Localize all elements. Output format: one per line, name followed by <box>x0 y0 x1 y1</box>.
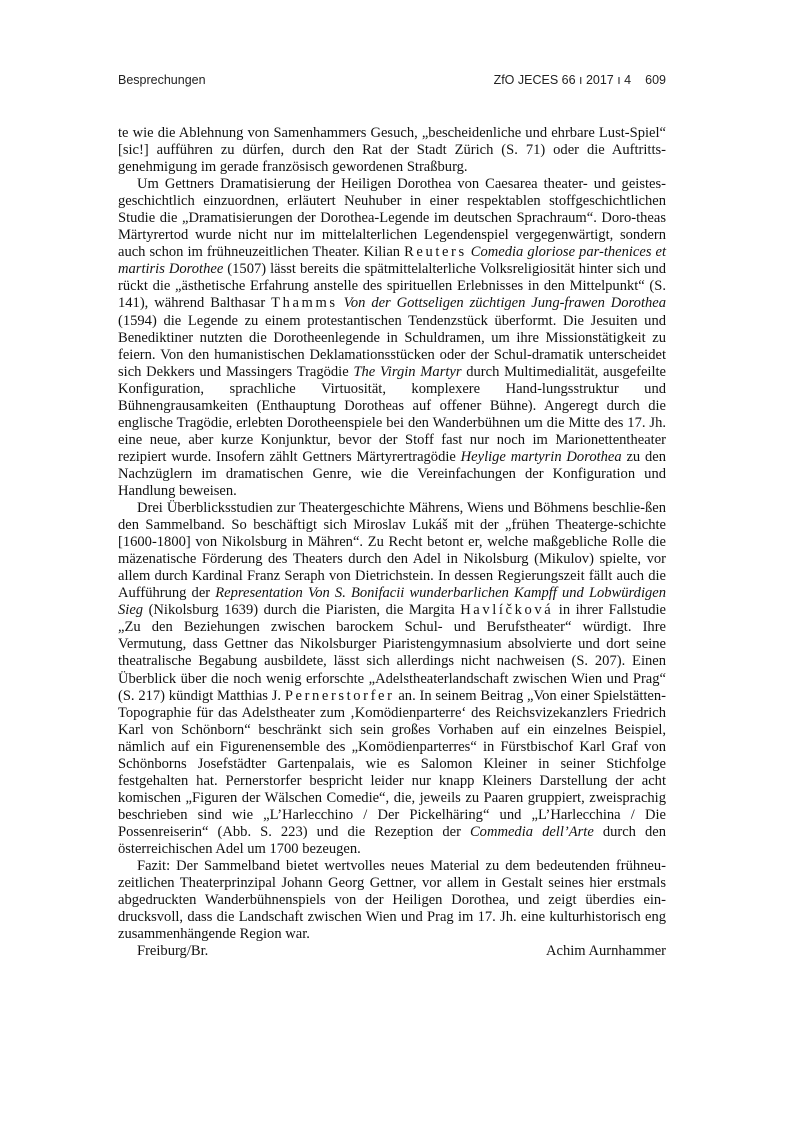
italic-title: Von der Gottseligen züchtigen Jung-frawen Dorothea <box>343 295 666 312</box>
signature-author: Achim Aurnhammer <box>546 943 666 960</box>
author-name: Reuters <box>404 244 467 261</box>
review-body <box>118 125 666 961</box>
italic-title: The Virgin Martyr <box>353 363 462 380</box>
italic-title: Representation Von S. Bonifacii wunderbarlichen Kampff und Lobwürdigen Sieg <box>118 585 666 619</box>
text-run: durch Multimedialität, ausgefeilte Konfiguration, sprachliche Virtuosität, komplexere Hand-lungsstruktur und Bühnengrausamkeiten (Enthauptung Dorotheas auf offener Bühne). Angeregt durch die englische Tragödie, erlebten Dorotheenspiele bei den Wanderbühnen um die Mitte des 17. Jh. eine neue, aber kurze Konjunktur, bevor der Stoff fast nur noch im Marionettentheater rezipiert wurde. Insofern zählt Gettners Märtyrertragödie <box>118 363 667 465</box>
text-run: (1507) lässt bereits die spätmittelalterliche Volksreligiosität hinter sich und rückt die „ästhetische Erfahrung anstelle des spirituellen Erlebnisses in den Mittelpunkt“ (S. 141), während Balthasar <box>118 261 666 312</box>
journal-citation: ZfO JECES 66 ı 2017 ı 4 <box>493 73 632 87</box>
italic-title: Heylige martyrin Dorothea <box>460 448 622 465</box>
signature-place: Freiburg/Br. <box>137 943 209 960</box>
paragraph <box>118 125 666 176</box>
text-run: in ihrer Fallstudie „Zu den Beziehungen zwischen barockem Schul- und Berufstheater“ würdigt. Ihre Vermutung, dass Gettner das Nikolsburger Piaristengymnasium absolvierte und dort seine theatralische Begabung ausbildete, lässt sich allerdings nicht nachweisen (S. 207). Einen Überblick über die noch wenig erforschte „Adelstheaterlandschaft zwischen Wien und Prag“ (S. 217) kündigt Matthias J. <box>118 602 666 704</box>
text-run: zu den Nachzüglern im dramatischen Genre, wie die Vereinfachungen der Konfiguration und Handlung beweisen. <box>118 448 666 499</box>
journal-info <box>494 73 666 87</box>
paragraph <box>118 176 666 500</box>
author-name: Thamms <box>271 295 338 312</box>
paragraph <box>118 500 666 858</box>
text-run: durch den österreichischen Adel um 1700 bezeugen. <box>118 823 667 857</box>
text-run: Fazit: Der Sammelband bietet wertvolles neues Material zu dem bedeutenden frühneu-zeitlichen Theaterprinzipal Johann Georg Gettner, vor allem in Gestalt seines hier erstmals abgedruckten Wanderbühnenspiels von der Heiligen Dorothea, und zeigt überdies ein-drucksvoll, dass die Landschaft zwischen Wien und Prag im 17. Jh. eine kulturhistorisch eng zusammenhängende Region war. <box>118 858 666 943</box>
page-number: 609 <box>645 73 666 87</box>
italic-title: Commedia dell’Arte <box>469 823 594 840</box>
text-run: Drei Überblicksstudien zur Theatergeschichte Mährens, Wiens und Böhmens beschlie-ßen den Sammelband. So beschäftigt sich Miroslav Lukáš mit der „frühen Theaterge-schichte [1600-1800] von Nikolsburg in Mähren“. Zu Recht betont er, welche maßgebliche Rolle die mäzenatische Förderung des Theaters durch den Adel in Nikolsburg (Mikulov) spielte, vor allem durch Kardinal Franz Seraph von Dietrichstein. In dessen Regierungszeit fällt auch die Aufführung der <box>118 500 666 602</box>
running-header <box>118 73 666 93</box>
author-name: Havlíčková <box>460 602 554 619</box>
signature-line <box>118 943 666 961</box>
text-run: te wie die Ablehnung von Samenhammers Gesuch, „bescheidenliche und ehrbare Lust-Spiel“ [sic!] aufführen zu dürfen, durch den Rat der Stadt Zürich (S. 71) oder die Auftritts-genehmigung im gerade französisch gewordenen Straßburg. <box>118 125 666 176</box>
text-run: (Nikolsburg 1639) durch die Piaristen, die Margita <box>143 602 461 619</box>
section-title: Besprechungen <box>118 73 206 87</box>
author-name: Pernerstorfer <box>284 687 395 704</box>
text-run: an. In seinem Beitrag „Von einer Spielstätten-Topographie für das Adelstheater zum ‚Komödienparterre‘ des Reichsvizekanzlers Friedrich Karl von Schönborn“ beschränkt sich sein großes Vorhaben auf ein einzelnes Beispiel, nämlich auf ein Figurenensemble des „Komödienparterres“ in Fürstbischof Karl Graf von Schönborns Josefstädter Gartenpalais, wie es Salomon Kleiner in seiner Stichfolge festgehalten hat. Pernerstorfer bespricht leider nur knapp Kleiners Darstellung der acht komischen „Figuren der Wälschen Comedie“, die, jeweils zu Paaren gruppiert, zweisprachig beschrieben sind wie „L’Harlecchino / Der Pickelhäring“ und „L’Harlecchina / Die Possenreiserin“ (Abb. S. 223) und die Rezeption der <box>118 687 666 840</box>
text-run: (1594) die Legende zu einem protestantischen Tendenzstück überformt. Die Jesuiten und Benediktiner nutzten die Dorotheenlegende in Schuldramen, um ihre Missionstätigkeit zu feiern. Von den humanistischen Deklamationsstücken oder der Schul-dramatik unterscheidet sich Dekkers und Massingers Tragödie <box>118 312 666 380</box>
italic-title: Comedia gloriose par-thenices et martiris Dorothee <box>118 244 667 278</box>
text-run: Um Gettners Dramatisierung der Heiligen Dorothea von Caesarea theater- und geistes-geschichtlich einzuordnen, erläutert Neuhuber in einer respektablen stoffgeschichtlichen Studie die „Dramatisierungen der Dorothea-Legende im deutschen Sprachraum“. Doro-theas Märtyrertod wurde nicht nur im mittelalterlichen Legendenspiel vergegenwärtigt, sondern auch schon im frühneuzeitlichen Theater. Kilian <box>118 176 666 261</box>
paragraph <box>118 858 666 943</box>
